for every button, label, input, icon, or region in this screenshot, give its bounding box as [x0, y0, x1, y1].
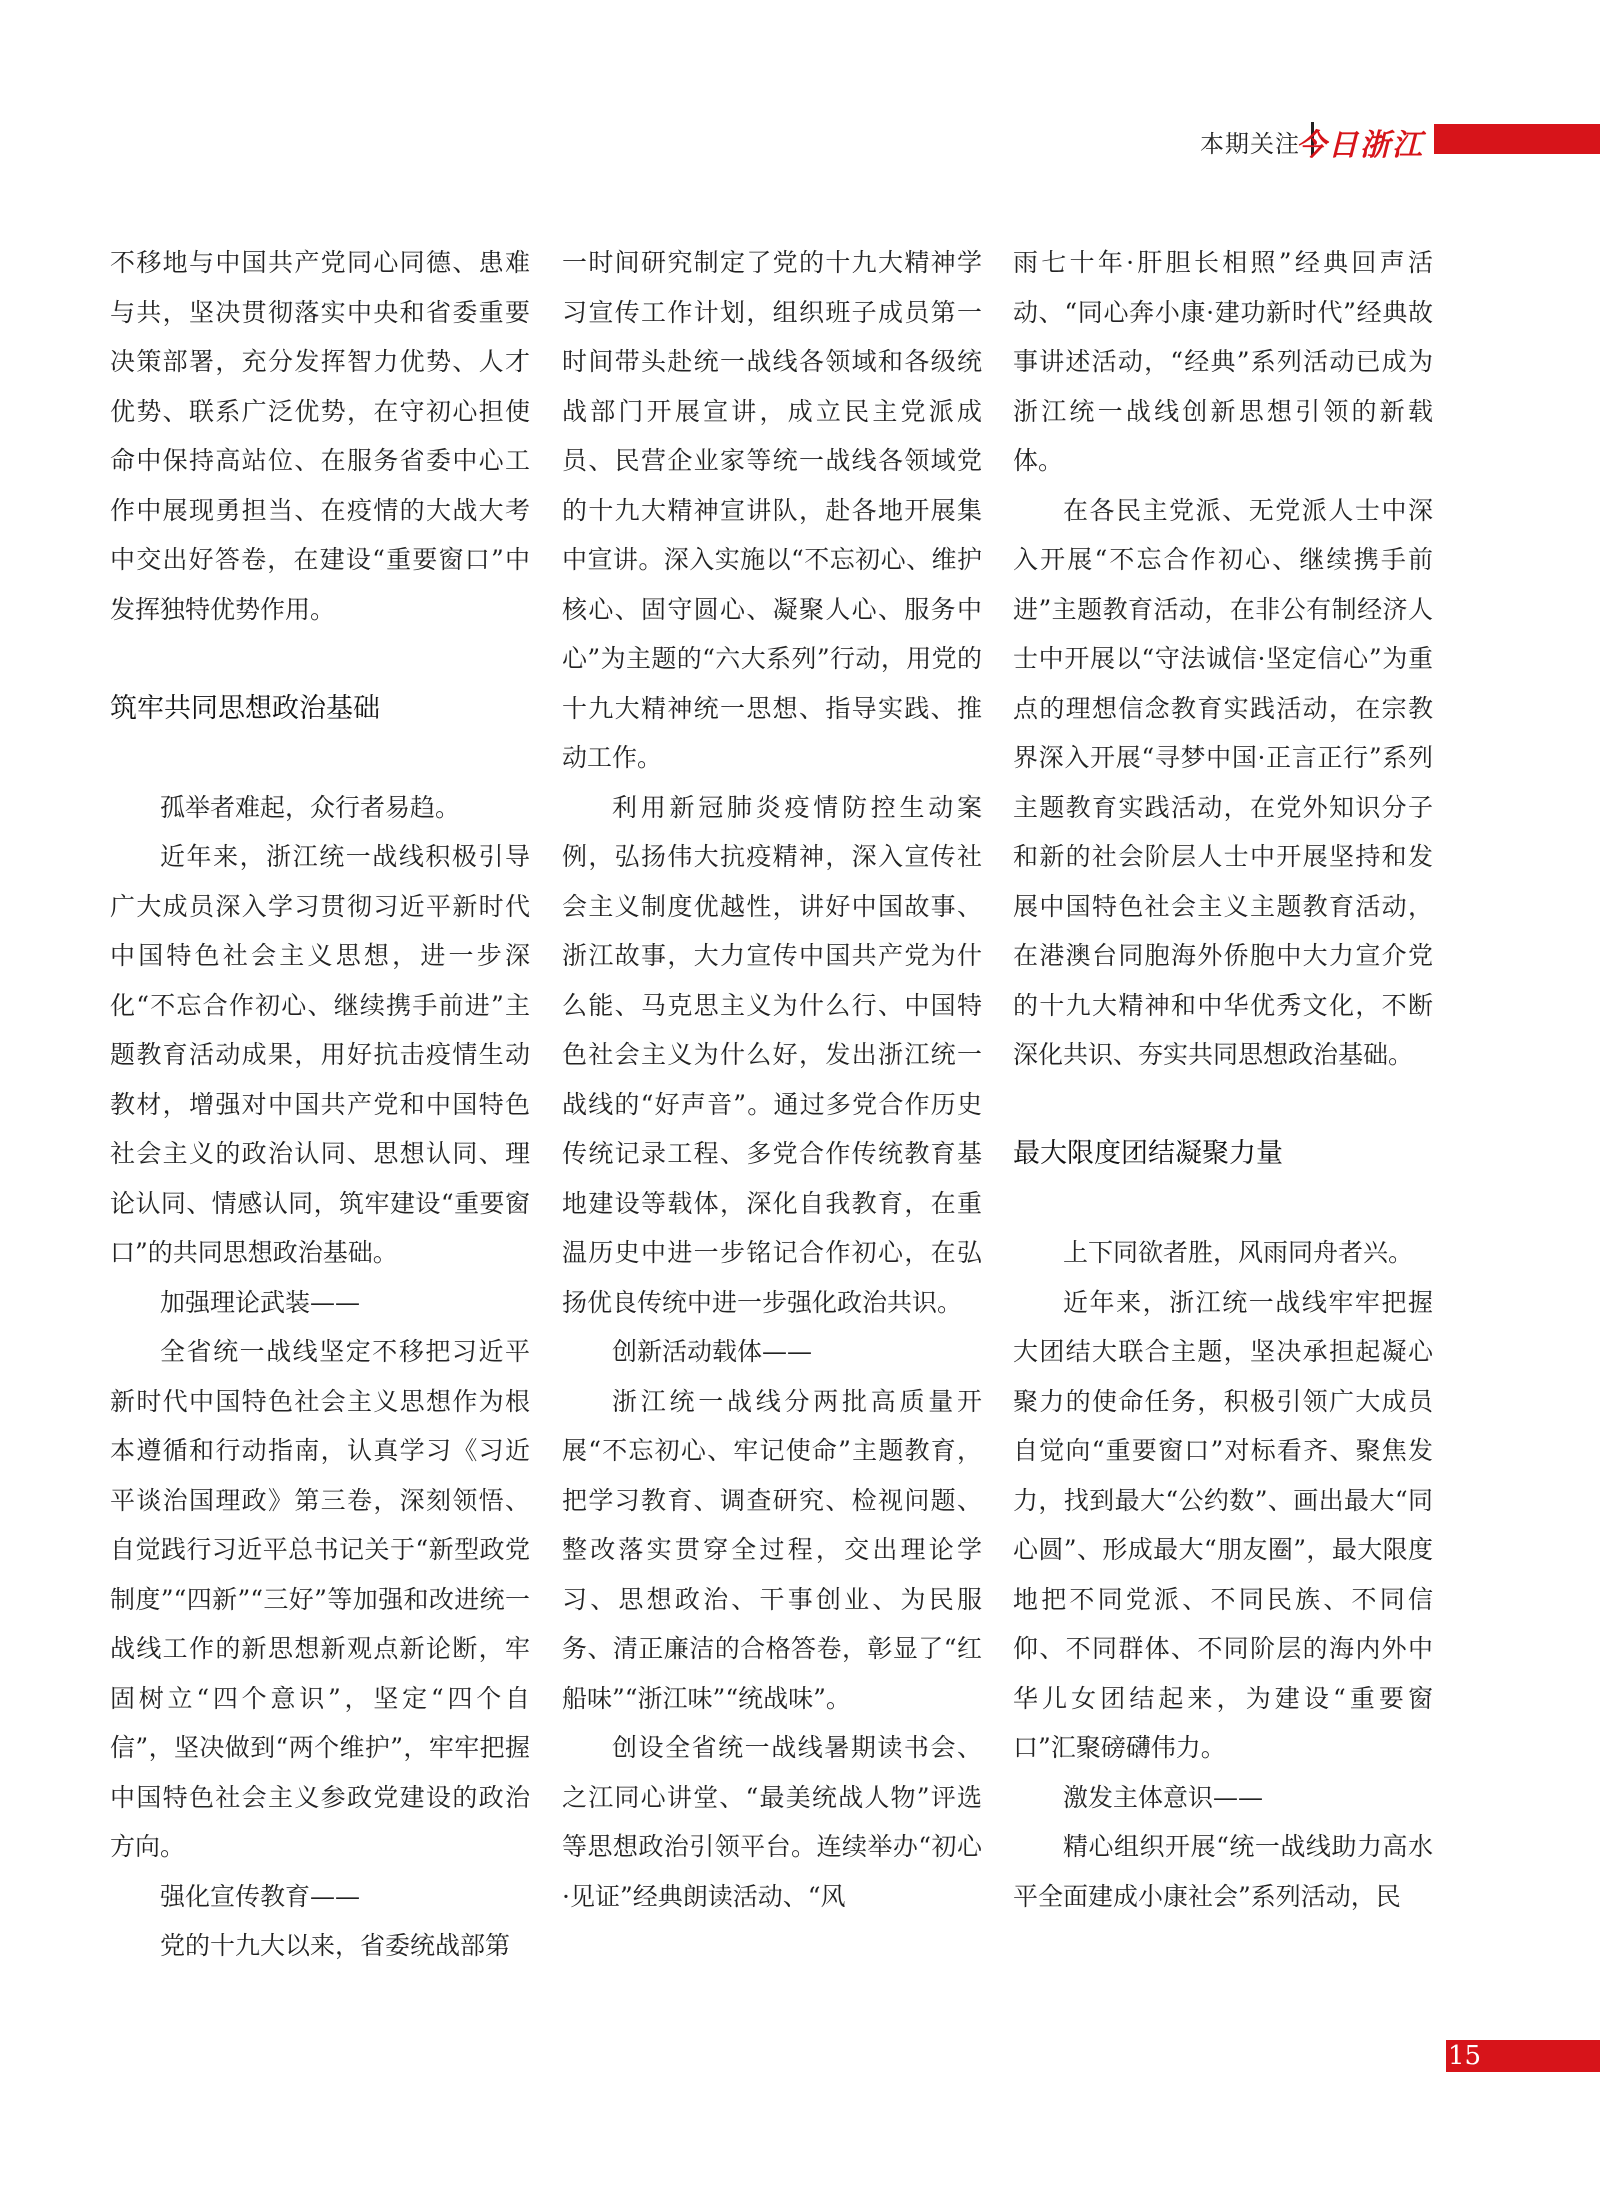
paragraph: 雨七十年·肝胆长相照”经典回声活动、“同心奔小康·建功新时代”经典故事讲述活动，“经典”系列活动已成为浙江统一战线创新思想引领的新载体。	[1013, 248, 1433, 475]
header-red-bar	[1434, 124, 1600, 154]
column-3	[1013, 238, 1433, 1921]
subheading: 创新活动载体——	[612, 1337, 813, 1366]
magazine-logo: 今日浙江	[1296, 128, 1424, 163]
column-1	[110, 238, 530, 1971]
paragraph: 一时间研究制定了党的十九大精神学习宣传工作计划，组织班子成员第一时间带头赴统一战线各领域和各级统战部门开展宣讲，成立民主党派成员、民营企业家等统一战线各领域党的十九大精神宣讲队，赴各地开展集中宣讲。深入实施以“不忘初心、维护核心、固守圆心、凝聚人心、服务中心”为主题的“六大系列”行动，用党的十九大精神统一思想、指导实践、推动工作。	[562, 248, 982, 772]
subheading: 加强理论武装——	[160, 1287, 361, 1317]
section-title: 本期关注	[1200, 130, 1300, 158]
page-number: 15	[1448, 2041, 1482, 2071]
paragraph: 党的十九大以来，省委统战部第	[160, 1931, 511, 1960]
section-heading: 最大限度团结凝聚力量	[1013, 1138, 1283, 1169]
paragraph: 在各民主党派、无党派人士中深入开展“不忘合作初心、继续携手前进”主题教育活动，在非公有制经济人士中开展以“守法诚信·坚定信心”为重点的理想信念教育实践活动，在宗教界深入开展“寻梦中国·正言正行”系列主题教育实践活动，在党外知识分子和新的社会阶层人士中开展坚持和发展中国特色社会主义主题教育活动，在港澳台同胞海外侨胞中大力宣介党的十九大精神和中华优秀文化，不断深化共识、夯实共同思想政治基础。	[1013, 495, 1433, 1069]
subheading: 强化宣传教育——	[160, 1881, 361, 1911]
paragraph: 近年来，浙江统一战线积极引导广大成员深入学习贯彻习近平新时代中国特色社会主义思想，进一步深化“不忘合作初心、继续携手前进”主题教育活动成果，用好抗击疫情生动教材，增强对中国共产党和中国特色社会主义的政治认同、思想认同、理论认同、情感认同，筑牢建设“重要窗口”的共同思想政治基础。	[110, 842, 530, 1267]
paragraph: 浙江统一战线分两批高质量开展“不忘初心、牢记使命”主题教育，把学习教育、调查研究、检视问题、整改落实贯穿全过程，交出理论学习、思想政治、干事创业、为民服务、清正廉洁的合格答卷，彰显了“红船味”“浙江味”“统战味”。	[562, 1386, 982, 1713]
paragraph: 利用新冠肺炎疫情防控生动案例，弘扬伟大抗疫精神，深入宣传社会主义制度优越性，讲好中国故事、浙江故事，大力宣传中国共产党为什么能、马克思主义为什么行、中国特色社会主义为什么好，发出浙江统一战线的“好声音”。通过多党合作历史传统记录工程、多党合作传统教育基地建设等载体，深化自我教育，在重温历史中进一步铭记合作初心，在弘扬优良传统中进一步强化政治共识。	[562, 792, 982, 1317]
paragraph: 上下同欲者胜，风雨同舟者兴。	[1063, 1238, 1414, 1267]
paragraph: 精心组织开展“统一战线助力高水平全面建成小康社会”系列活动，民	[1013, 1832, 1433, 1911]
paragraph: 近年来，浙江统一战线牢牢把握大团结大联合主题，坚决承担起凝心聚力的使命任务，积极引领广大成员自觉向“重要窗口”对标看齐、聚焦发力，找到最大“公约数”、画出最大“同心圆”、形成最大“朋友圈”，最大限度地把不同党派、不同民族、不同信仰、不同群体、不同阶层的海内外中华儿女团结起来，为建设“重要窗口”汇聚磅礴伟力。	[1013, 1287, 1433, 1762]
paragraph: 全省统一战线坚定不移把习近平新时代中国特色社会主义思想作为根本遵循和行动指南，认真学习《习近平谈治国理政》第三卷，深刻领悟、自觉践行习近平总书记关于“新型政党制度”“四新”“三好”等加强和改进统一战线工作的新思想新观点新论断，牢固树立“四个意识”，坚定“四个自信”，坚决做到“两个维护”，牢牢把握中国特色社会主义参政党建设的政治方向。	[110, 1337, 530, 1861]
section-heading: 筑牢共同思想政治基础	[110, 692, 380, 724]
column-2	[562, 238, 982, 1921]
subheading: 激发主体意识——	[1063, 1782, 1264, 1812]
page-header	[0, 122, 1600, 163]
paragraph: 不移地与中国共产党同心同德、患难与共，坚决贯彻落实中央和省委重要决策部署，充分发挥智力优势、人才优势、联系广泛优势，在守初心担使命中保持高站位、在服务省委中心工作中展现勇担当、在疫情的大战大考中交出好答卷，在建设“重要窗口”中发挥独特优势作用。	[110, 248, 530, 624]
paragraph: 创设全省统一战线暑期读书会、之江同心讲堂、“最美统战人物”评选等思想政治引领平台。连续举办“初心·见证”经典朗读活动、“风	[562, 1733, 982, 1911]
paragraph: 孤举者难起，众行者易趋。	[160, 792, 461, 822]
